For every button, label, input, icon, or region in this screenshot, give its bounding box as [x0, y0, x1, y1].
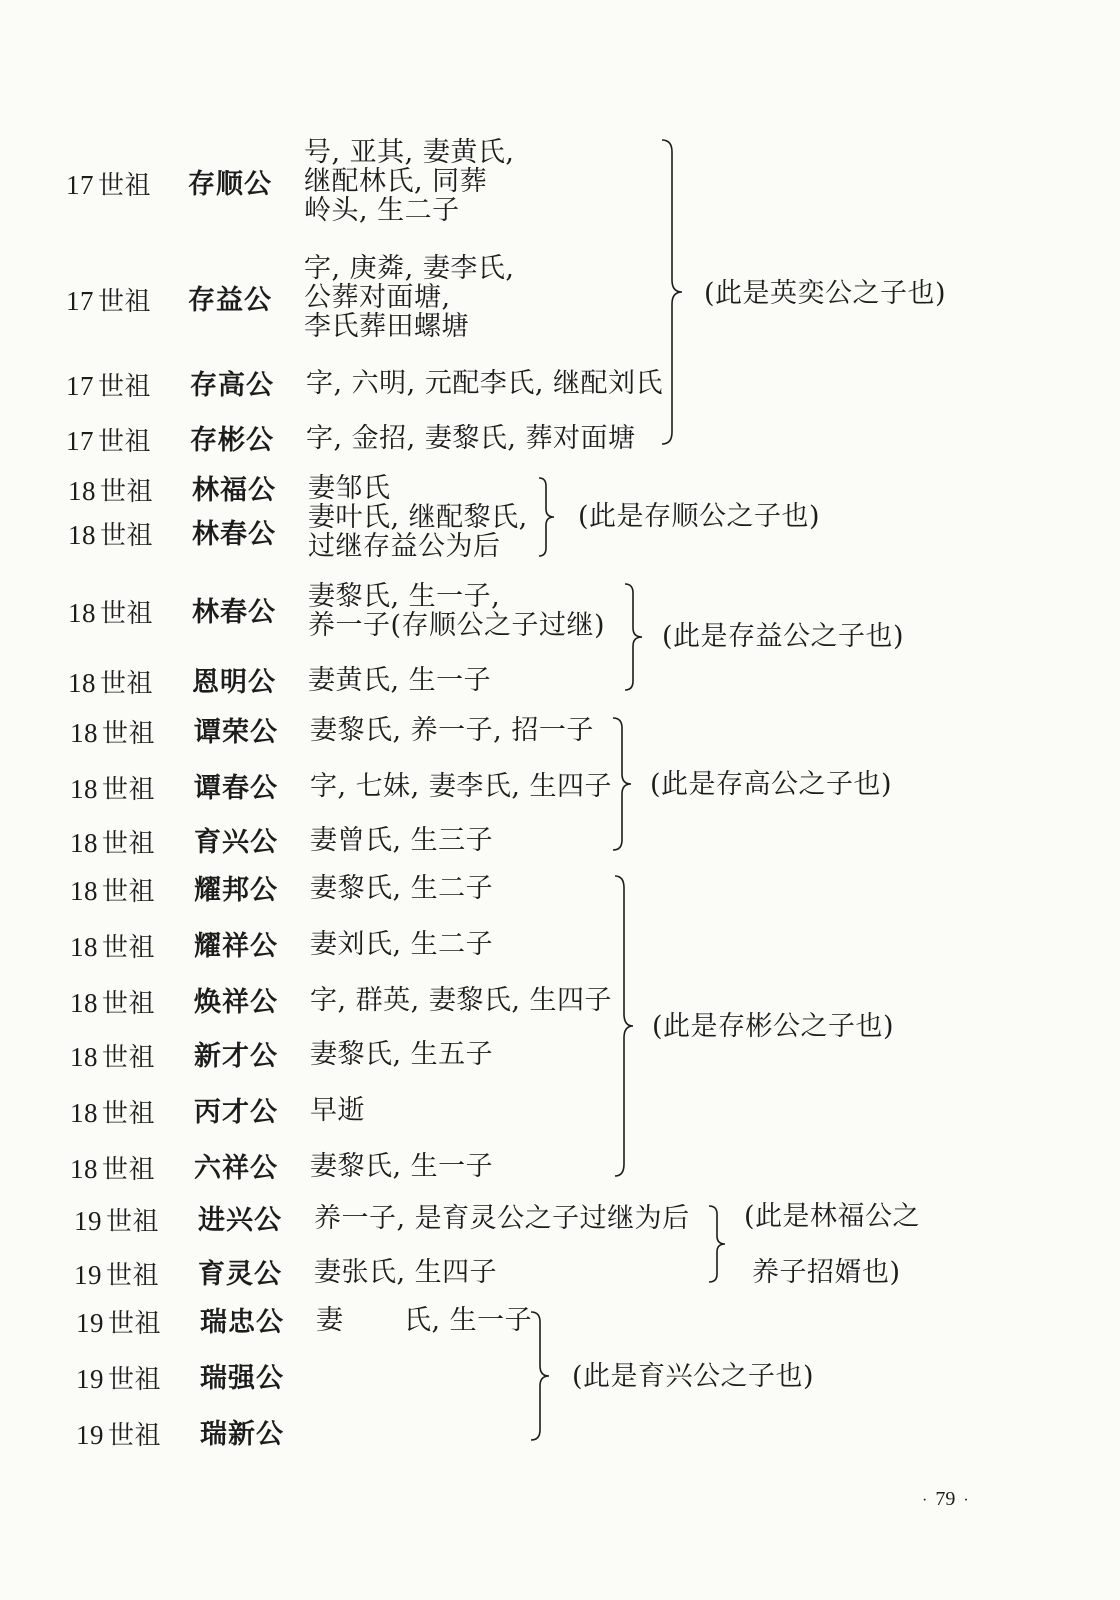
ancestor-name: 林福公 [192, 475, 276, 506]
ancestor-desc-line: 李氏葬田螺塘 [304, 311, 469, 342]
generation-label: 18 世祖 [70, 876, 156, 907]
generation-label: 18 世祖 [68, 520, 154, 551]
ancestor-desc-line: 妻黎氏, 生二子 [310, 873, 494, 904]
generation-label: 19 世祖 [76, 1420, 162, 1451]
ancestor-name: 瑞忠公 [200, 1307, 284, 1338]
group-note: (此是英奕公之子也) [704, 278, 947, 309]
ancestor-desc-line: 妻 [316, 1305, 344, 1336]
group-note: 养子招婿也) [752, 1257, 901, 1288]
ancestor-name: 谭荣公 [194, 717, 278, 748]
ancestor-name: 林春公 [192, 519, 276, 550]
generation-label: 18 世祖 [70, 988, 156, 1019]
ancestor-name: 瑞新公 [200, 1419, 284, 1450]
group-note: (此是存高公之子也) [650, 769, 893, 800]
group-brace [658, 140, 688, 444]
ancestor-desc-line: 岭头, 生二子 [304, 195, 460, 226]
ancestor-name: 新才公 [194, 1041, 278, 1072]
ancestor-desc-line: 公葬对面塘, [304, 282, 451, 313]
ancestor-desc-line: 过继存益公为后 [308, 531, 501, 562]
generation-label: 18 世祖 [70, 774, 156, 805]
ancestor-name: 六祥公 [194, 1153, 278, 1184]
group-brace [706, 1206, 732, 1282]
page-number: · 79 · [922, 1488, 969, 1510]
ancestor-name: 耀邦公 [194, 875, 278, 906]
group-brace [610, 718, 638, 850]
group-note: (此是存彬公之子也) [652, 1011, 895, 1042]
group-note: (此是存益公之子也) [662, 621, 905, 652]
group-brace [528, 1312, 556, 1440]
ancestor-name: 存益公 [188, 285, 272, 316]
generation-label: 17 世祖 [66, 426, 152, 457]
group-note: (此是育兴公之子也) [572, 1361, 815, 1392]
ancestor-desc-line: 继配林氏, 同葬 [304, 166, 488, 197]
ancestor-desc-line: 妻邹氏 [308, 473, 391, 504]
ancestor-name: 谭春公 [194, 773, 278, 804]
ancestor-desc-line: 妻黎氏, 生五子 [310, 1039, 494, 1070]
ancestor-desc-line: 字, 庚粦, 妻李氏, [304, 253, 515, 284]
ancestor-desc-line: 字, 六明, 元配李氏, 继配刘氏 [306, 368, 663, 399]
ancestor-desc-line: 妻黎氏, 生一子, [308, 581, 501, 612]
generation-label: 19 世祖 [74, 1206, 160, 1237]
ancestor-desc-line: 妻张氏, 生四子 [314, 1257, 498, 1288]
ancestor-desc-line: 妻叶氏, 继配黎氏, [308, 502, 528, 533]
generation-label: 17 世祖 [66, 286, 152, 317]
generation-label: 19 世祖 [76, 1308, 162, 1339]
ancestor-desc-line: 早逝 [310, 1095, 365, 1126]
generation-label: 18 世祖 [70, 1154, 156, 1185]
ancestor-name: 存高公 [190, 370, 274, 401]
ancestor-name: 存顺公 [188, 169, 272, 200]
generation-label: 19 世祖 [74, 1260, 160, 1291]
group-note: (此是林福公之 [744, 1201, 921, 1232]
generation-label: 18 世祖 [70, 1042, 156, 1073]
generation-label: 18 世祖 [70, 828, 156, 859]
ancestor-desc-line: 妻黎氏, 生一子 [310, 1151, 494, 1182]
ancestor-name: 耀祥公 [194, 931, 278, 962]
generation-label: 17 世祖 [66, 170, 152, 201]
ancestor-desc-line: 妻曾氏, 生三子 [310, 825, 494, 856]
generation-label: 18 世祖 [70, 718, 156, 749]
ancestor-desc-line: 妻黎氏, 养一子, 招一子 [310, 715, 594, 746]
ancestor-desc-line: 号, 亚其, 妻黄氏, [304, 137, 515, 168]
ancestor-desc-line: 氏, 生一子 [404, 1305, 533, 1336]
ancestor-name: 丙才公 [194, 1097, 278, 1128]
generation-label: 18 世祖 [68, 668, 154, 699]
ancestor-desc-line: 养一子(存顺公之子过继) [308, 610, 606, 641]
ancestor-desc-line: 字, 金招, 妻黎氏, 葬对面塘 [306, 423, 636, 454]
ancestor-name: 焕祥公 [194, 987, 278, 1018]
ancestor-name: 存彬公 [190, 425, 274, 456]
group-note: (此是存顺公之子也) [578, 501, 821, 532]
ancestor-desc-line: 妻黄氏, 生一子 [308, 665, 492, 696]
ancestor-name: 恩明公 [192, 667, 276, 698]
ancestor-desc-line: 养一子, 是育灵公之子过继为后 [314, 1203, 690, 1234]
ancestor-name: 进兴公 [198, 1205, 282, 1236]
ancestor-name: 瑞强公 [200, 1363, 284, 1394]
ancestor-name: 林春公 [192, 597, 276, 628]
group-brace [536, 478, 560, 556]
generation-label: 19 世祖 [76, 1364, 162, 1395]
generation-label: 18 世祖 [70, 932, 156, 963]
generation-label: 18 世祖 [70, 1098, 156, 1129]
ancestor-name: 育兴公 [194, 827, 278, 858]
group-brace [612, 876, 640, 1176]
ancestor-name: 育灵公 [198, 1259, 282, 1290]
generation-label: 18 世祖 [68, 598, 154, 629]
ancestor-desc-line: 妻刘氏, 生二子 [310, 929, 494, 960]
generation-label: 18 世祖 [68, 476, 154, 507]
group-brace [622, 584, 648, 690]
ancestor-desc-line: 字, 七妹, 妻李氏, 生四子 [310, 771, 612, 802]
generation-label: 17 世祖 [66, 371, 152, 402]
ancestor-desc-line: 字, 群英, 妻黎氏, 生四子 [310, 985, 612, 1016]
